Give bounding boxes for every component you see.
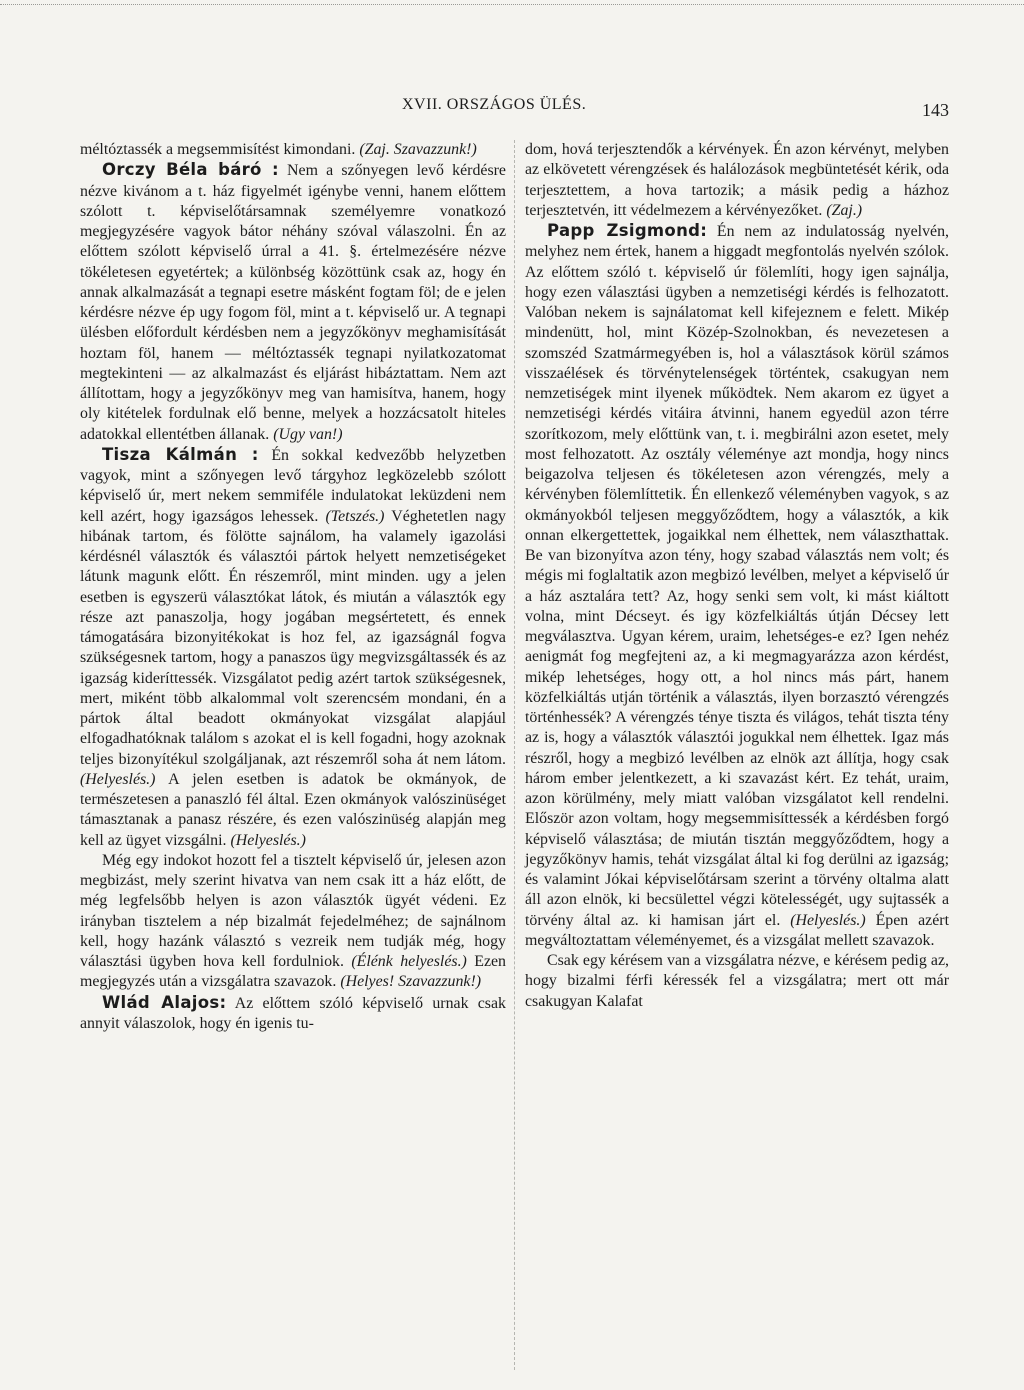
remark: (Tetszés.): [325, 507, 385, 525]
paragraph-text: Épen azért megváltoztattam véleményemet, és a vizsgálat mellett szavazok.: [525, 911, 949, 949]
top-edge-rule: [0, 4, 1024, 6]
paragraph: [80, 140, 506, 160]
speech-paragraph: [80, 993, 506, 1035]
remark: (Zaj. Szavazzunk!): [359, 141, 477, 158]
remark: (Ugy van!): [273, 425, 343, 443]
paragraph-text: Véghetetlen nagy hibának tartom, és fölötte sajnálom, ha valamely igazolási kérdésnél választók és választói pártok helyett nemzetiségeket látunk magunk előtt. Én részemről, mint minden. ugy a jelen esetben is egyszerü választókat látok, és miután a választók egy része azt panaszolja, hogy jogában megsértetett, és ennek támogatására bizonyitékokat is hoz fel, az igazságnál fogva szükségesnek tartom, hogy a panaszos ügy megvizsgáltassék és az igazság kideríttessék. Vizsgálatot pedig azért tartok szükségesnek, mert, miként több alkalommal volt szerencsém mondani, én a pártok által beadott okmányokat vizsgálat alapjául elfogadhatóknak találom s azokat el is kell fogadni, hogy azoknak teljes bizonyítékul szolgáljanak, azt részemről soha át nem látom.: [80, 507, 506, 768]
remark: (Helyeslés.): [230, 831, 306, 849]
paragraph: [525, 140, 949, 221]
paragraph: [525, 951, 949, 1012]
paragraph: [80, 851, 506, 993]
remark: (Helyes! Szavazzunk!): [340, 973, 482, 991]
remark: (Élénk helyeslés.): [351, 953, 467, 970]
paragraph-text: Ezen megjegyzés után a vizsgálatra szavazok.: [80, 953, 507, 991]
speaker-name: Papp Zsigmond:: [547, 221, 708, 240]
paragraph-text: Még egy indokot hozott fel a tisztelt képviselő úr, jelesen azon megbizást, mely szerint hivatva van nem csak itt a ház előtt, de még legfelsőbb helyen is azon választók ügyét védeni. Ez irányban tisztelem a nép bizalmát fejedelméhez; de sajnálnom kell, hogy hazánk választó s vezreik nem tudják még, hogy választási ügyben hova kell fordulniok.: [80, 851, 506, 970]
paragraph-text: A jelen esetben is adatok be okmányok, de természetesen a panaszló fél által. Ezen okmányok valószinüséget támasztanak a panasz részére, és ezen valószinüség alapján meg kell az ügyet vizsgálni.: [80, 770, 506, 849]
paragraph-text: Nem a szőnyegen levő kérdésre nézve kivánom a t. ház figyelmét igénybe venni, hanem előttem szólott t. képviselőtársamnak személyemre vonatkozó megjegyzésére vagyok bátor néhány szóval válaszolni. Én az előttem szólott képviselő úrral a 41. §. értelmezésére nézve tökéletesen egyetértek; a különbség közöttünk csak az, hogy én annak alkalmazását a tegnapi esetre másként fogtam föl; de e jelen kérdésre nézve ép ugy fogom föl, mint a t. képviselő ur. A tegnapi ülésben előfordult kérdésben nem a jegyzőkönyv meghamisítását hoztam föl, hanem — méltóztassék tegnapi nyilatkozatomat megtekinteni — az alkalmazást és eljárást hibáztattam. Nem azt állítottam, hogy a jegyzőkönyv meg van hamisítva, hanem, hogy oly kitételek fordulnak elő benne, melyek a hozzácsatolt hiteles adatokkal ellentétben állanak.: [80, 162, 506, 443]
speech-paragraph: [80, 160, 506, 445]
running-title: XVII. ORSZÁGOS ÜLÉS.: [402, 96, 587, 113]
paragraph-text: Csak egy kérésem van a vizsgálatra nézve, e kérésem pedig az, hogy bizalmi férfi kéressék fel a vizsgálatra; mert ott már csakugyan Kalafat: [525, 952, 949, 1010]
paragraph-text: Én nem az indulatosság nyelvén, melyhez nem értek, hanem a higgadt megfontolás nyelvén szólok. Az előttem szóló t. képviselő úr fölemlíti, hogy igen sajnálja, hogy ezen választási ügyben a nemzetiségi kérdés is felhozatott. Valóban nekem is sajnálatomat kell kifejeznem e felett. Mikép mindenütt, hol, mint Közép-Szolnokban, és nevezetesen a szomszéd Szatmármegyében is, hol a választások körül számos visszaélések és törvénytelenségek történtek, csakugyan nem nemzetiségek mint ilyenek működtek. Nem akarom ez ügyet a nemzetiségi kérdés vitáira átvinni, hanem egyedül azon térre szorítkozom, mely előttünk van, t. i. megbirálni azon esetet, mely most felhozatott. Az osztály véleménye azt mondja, hogy nincs beigazolva teljesen és tökéletesen azon vérengzés, mely a kérvényben fölemlíttetik. Én ellenkező véleményben vagyok, s az okmányokból teljesen meggyőződtem, hogy a választók, a kik onnan elkergettettek, jogaikkal nem élhettek, nem választhattak. Be van bizonyítva azon tény, hogy szabad választás nem volt; és mégis mi foglaltatik azon megbizó levélben, melyet a képviselő úr a ház asztalára tett? Az, hogy senki sem volt, ki mást kiáltott volna, mint Décseyt. és igy közfelkiáltás útján Décsey lett megválasztva. Ugyan kérem, uraim, lehetséges-e ez? Igen nehéz aenigmát fog megfejteni az, a ki megmagyarázza azon kérdést, mikép lehetséges, hogy ott, a hol nincs más párt, hanem közfelkiáltás utján történik a választás, ilyen borzasztó vérengzés történhessék? A vérengzés ténye tiszta és világos, tehát tiszta tény az is, hogy a választók választói jogukkal nem élhettek. Igaz más részről, hogy a megbizó levélben az elnök azt állítja, hogy csak három ember jelentkezett, a ki szavazást kért. Ez tehát, uraim, azon körülmény, mely miatt valóban vizsgálatot kell rendelni. Először azon voltam, hogy megsemmisíttessék a kérdésben forgó képviselő választása; de miután tisztán meggyőződtem, hogy a jegyzőkönyv hamis, tehát vizsgálat által ki fog derülni az igazság; és valamint Jókai képviselőtársam szerint a törvény oltalma alatt áll azon elnök, ki becsülettel végzi kötelességét, ugy sujtassék a törvény által az. ki hamisan járt el.: [525, 223, 949, 929]
paragraph-text: Én sokkal kedvezőbb helyzetben vagyok, mint a szőnyegen levő tárgyhoz legközelebb szólott képviselő úr, mert nekem semmiféle indulatokat leküzdeni nem kell azért, hogy igazságos lehessek.: [80, 446, 506, 525]
column-divider: [514, 140, 515, 1370]
speaker-name: Tisza Kálmán :: [102, 444, 259, 464]
paragraph-text: dom, hová terjesztendők a kérvények. Én azon kérvényt, melyben az elkövetett vérengzések és halálozások megbüntetését kérik, oda terjesztettem, a hova tartozik; a másik pedig a házhoz terjesztetvén, itt védelmezem a kérvényezőket.: [525, 141, 949, 219]
remark: (Zaj.): [826, 201, 863, 219]
right-column: [525, 140, 949, 1012]
page-number: 143: [922, 100, 949, 120]
speaker-name: Orczy Béla báró :: [102, 160, 279, 180]
left-column: [80, 140, 506, 1034]
paragraph-text: Az előttem szóló képviselő urnak csak annyit válaszolok, hogy én igenis tu-: [80, 994, 506, 1032]
speech-paragraph: [80, 445, 506, 851]
remark: (Helyeslés.): [790, 911, 866, 929]
speaker-name: Wlád Alajos:: [102, 992, 227, 1012]
paragraph-text: méltóztassék a megsemmisítést kimondani.: [80, 141, 360, 158]
speech-paragraph: [525, 221, 949, 951]
running-header: [0, 94, 1024, 124]
remark: (Helyeslés.): [80, 770, 156, 788]
